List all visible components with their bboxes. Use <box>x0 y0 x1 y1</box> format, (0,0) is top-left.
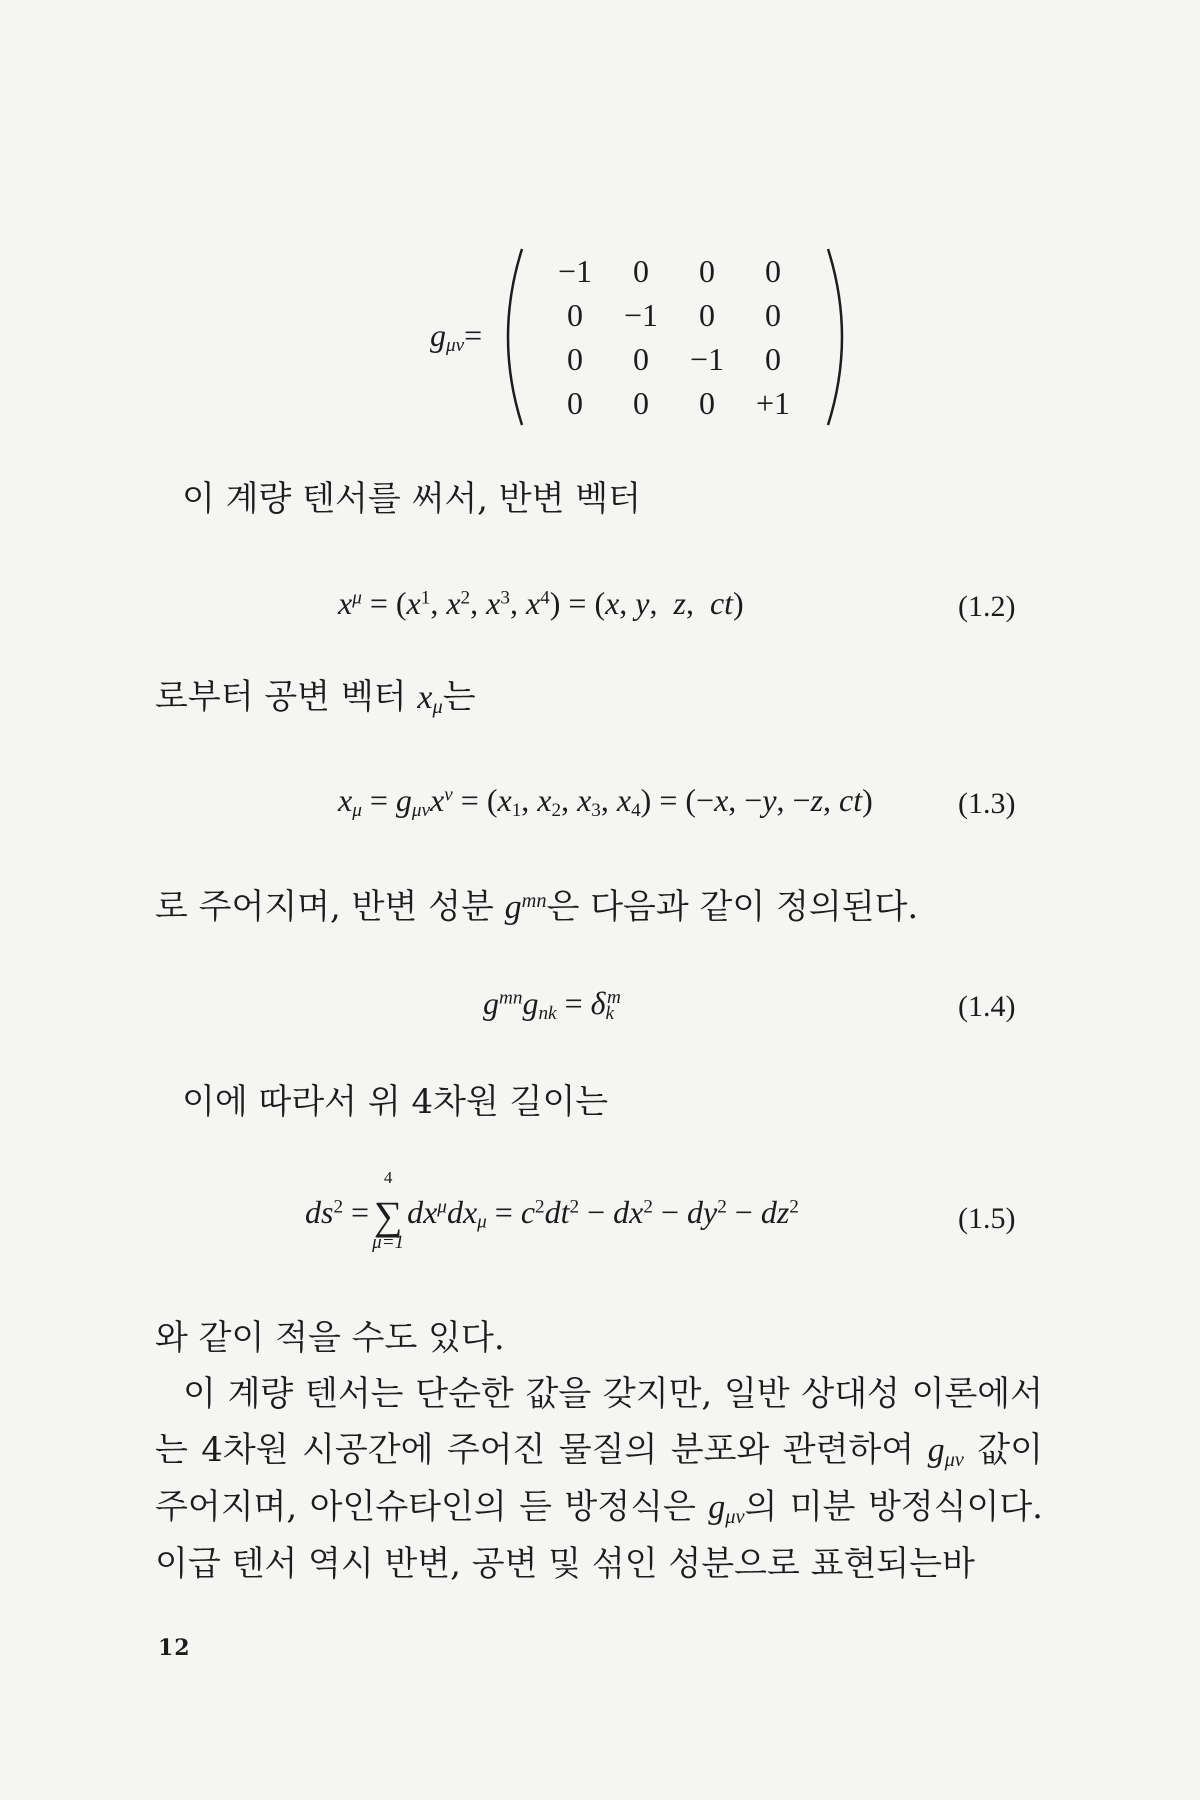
matrix-cell: 0 <box>633 252 649 289</box>
matrix-cell: −1 <box>623 296 659 333</box>
matrix-cell: 0 <box>699 384 715 421</box>
matrix-cell: −1 <box>557 252 593 289</box>
matrix-cell: −1 <box>689 340 725 377</box>
right-paren <box>822 245 862 430</box>
text-contravariant-components: 로 주어지며, 반변 성분 $g^{mn}$은 다음과 같이 정의된다. <box>155 887 919 927</box>
equation-1-4: $g^{mn}g_{nk} = \delta_k^m$ <box>483 985 621 1024</box>
matrix-cell: 0 <box>633 384 649 421</box>
equation-1-3-number: (1.3) <box>958 787 1016 820</box>
text-covariant-intro: 로부터 공변 벡터 $x_\mu$는 <box>155 677 476 719</box>
matrix-cell: 0 <box>567 296 583 333</box>
matrix-row <box>542 337 806 381</box>
text-general-relativity: 이 계량 텐서는 단순한 값을 갖지만, 일반 상대성 이론에서는 4차원 시공간에 주어진 물질의 분포와 관련하여 $g_{\mu\nu}$ 값이 주어지며, 아인슈타인의 듣 방정식은 $g_{\mu\nu}$의 미분 방정식이다. 이급 텐서 역시 반변, 공변 및 섞인 성분으로 표현되는바 <box>155 1374 1043 1584</box>
matrix-label: $g_{\mu\nu}=$ <box>430 317 483 356</box>
equation-1-5: $ds^2$ = 4 ∑ μ=1 $dx^\mu dx_\mu = c^2dt^2 - dx^2 - dy^2 - dz^2$ <box>305 1168 799 1253</box>
matrix-row <box>542 249 806 293</box>
left-paren <box>488 245 528 430</box>
matrix-cell: 0 <box>765 296 781 333</box>
matrix-cell: +1 <box>755 384 791 421</box>
matrix-cell: 0 <box>699 296 715 333</box>
matrix-cell: 0 <box>699 252 715 289</box>
equation-1-3: $x_\mu = g_{\mu\nu}x^\nu = (x_1$, $x_2$, $x_3$, $x_4) = (-x$, −y, −z, ct) <box>338 782 873 821</box>
equation-1-5-number: (1.5) <box>958 1202 1016 1235</box>
matrix-row <box>542 381 806 425</box>
matrix-cell: 0 <box>765 252 781 289</box>
matrix-cell: 0 <box>633 340 649 377</box>
matrix-cell: 0 <box>567 340 583 377</box>
text-four-dim-length: 이에 따라서 위 4차원 길이는 <box>182 1082 609 1122</box>
matrix-row <box>542 293 806 337</box>
equation-1-2: $x^\mu = (x^1$, $x^2$, $x^3$, $x^4) = (x$, y, z, ct) <box>338 585 744 621</box>
matrix-grid <box>542 249 806 425</box>
equation-1-4-number: (1.4) <box>958 990 1016 1023</box>
summation-sign: 4 ∑ μ=1 <box>372 1168 405 1253</box>
text-can-write: 와 같이 적을 수도 있다. <box>155 1318 505 1358</box>
matrix-cell: 0 <box>567 384 583 421</box>
metric-tensor-matrix <box>430 245 870 430</box>
text-contravariant-intro: 이 계량 텐서를 써서, 반변 벡터 <box>182 479 641 519</box>
equation-1-2-number: (1.2) <box>958 590 1016 623</box>
matrix-cell: 0 <box>765 340 781 377</box>
page-number: 12 <box>158 1635 191 1661</box>
